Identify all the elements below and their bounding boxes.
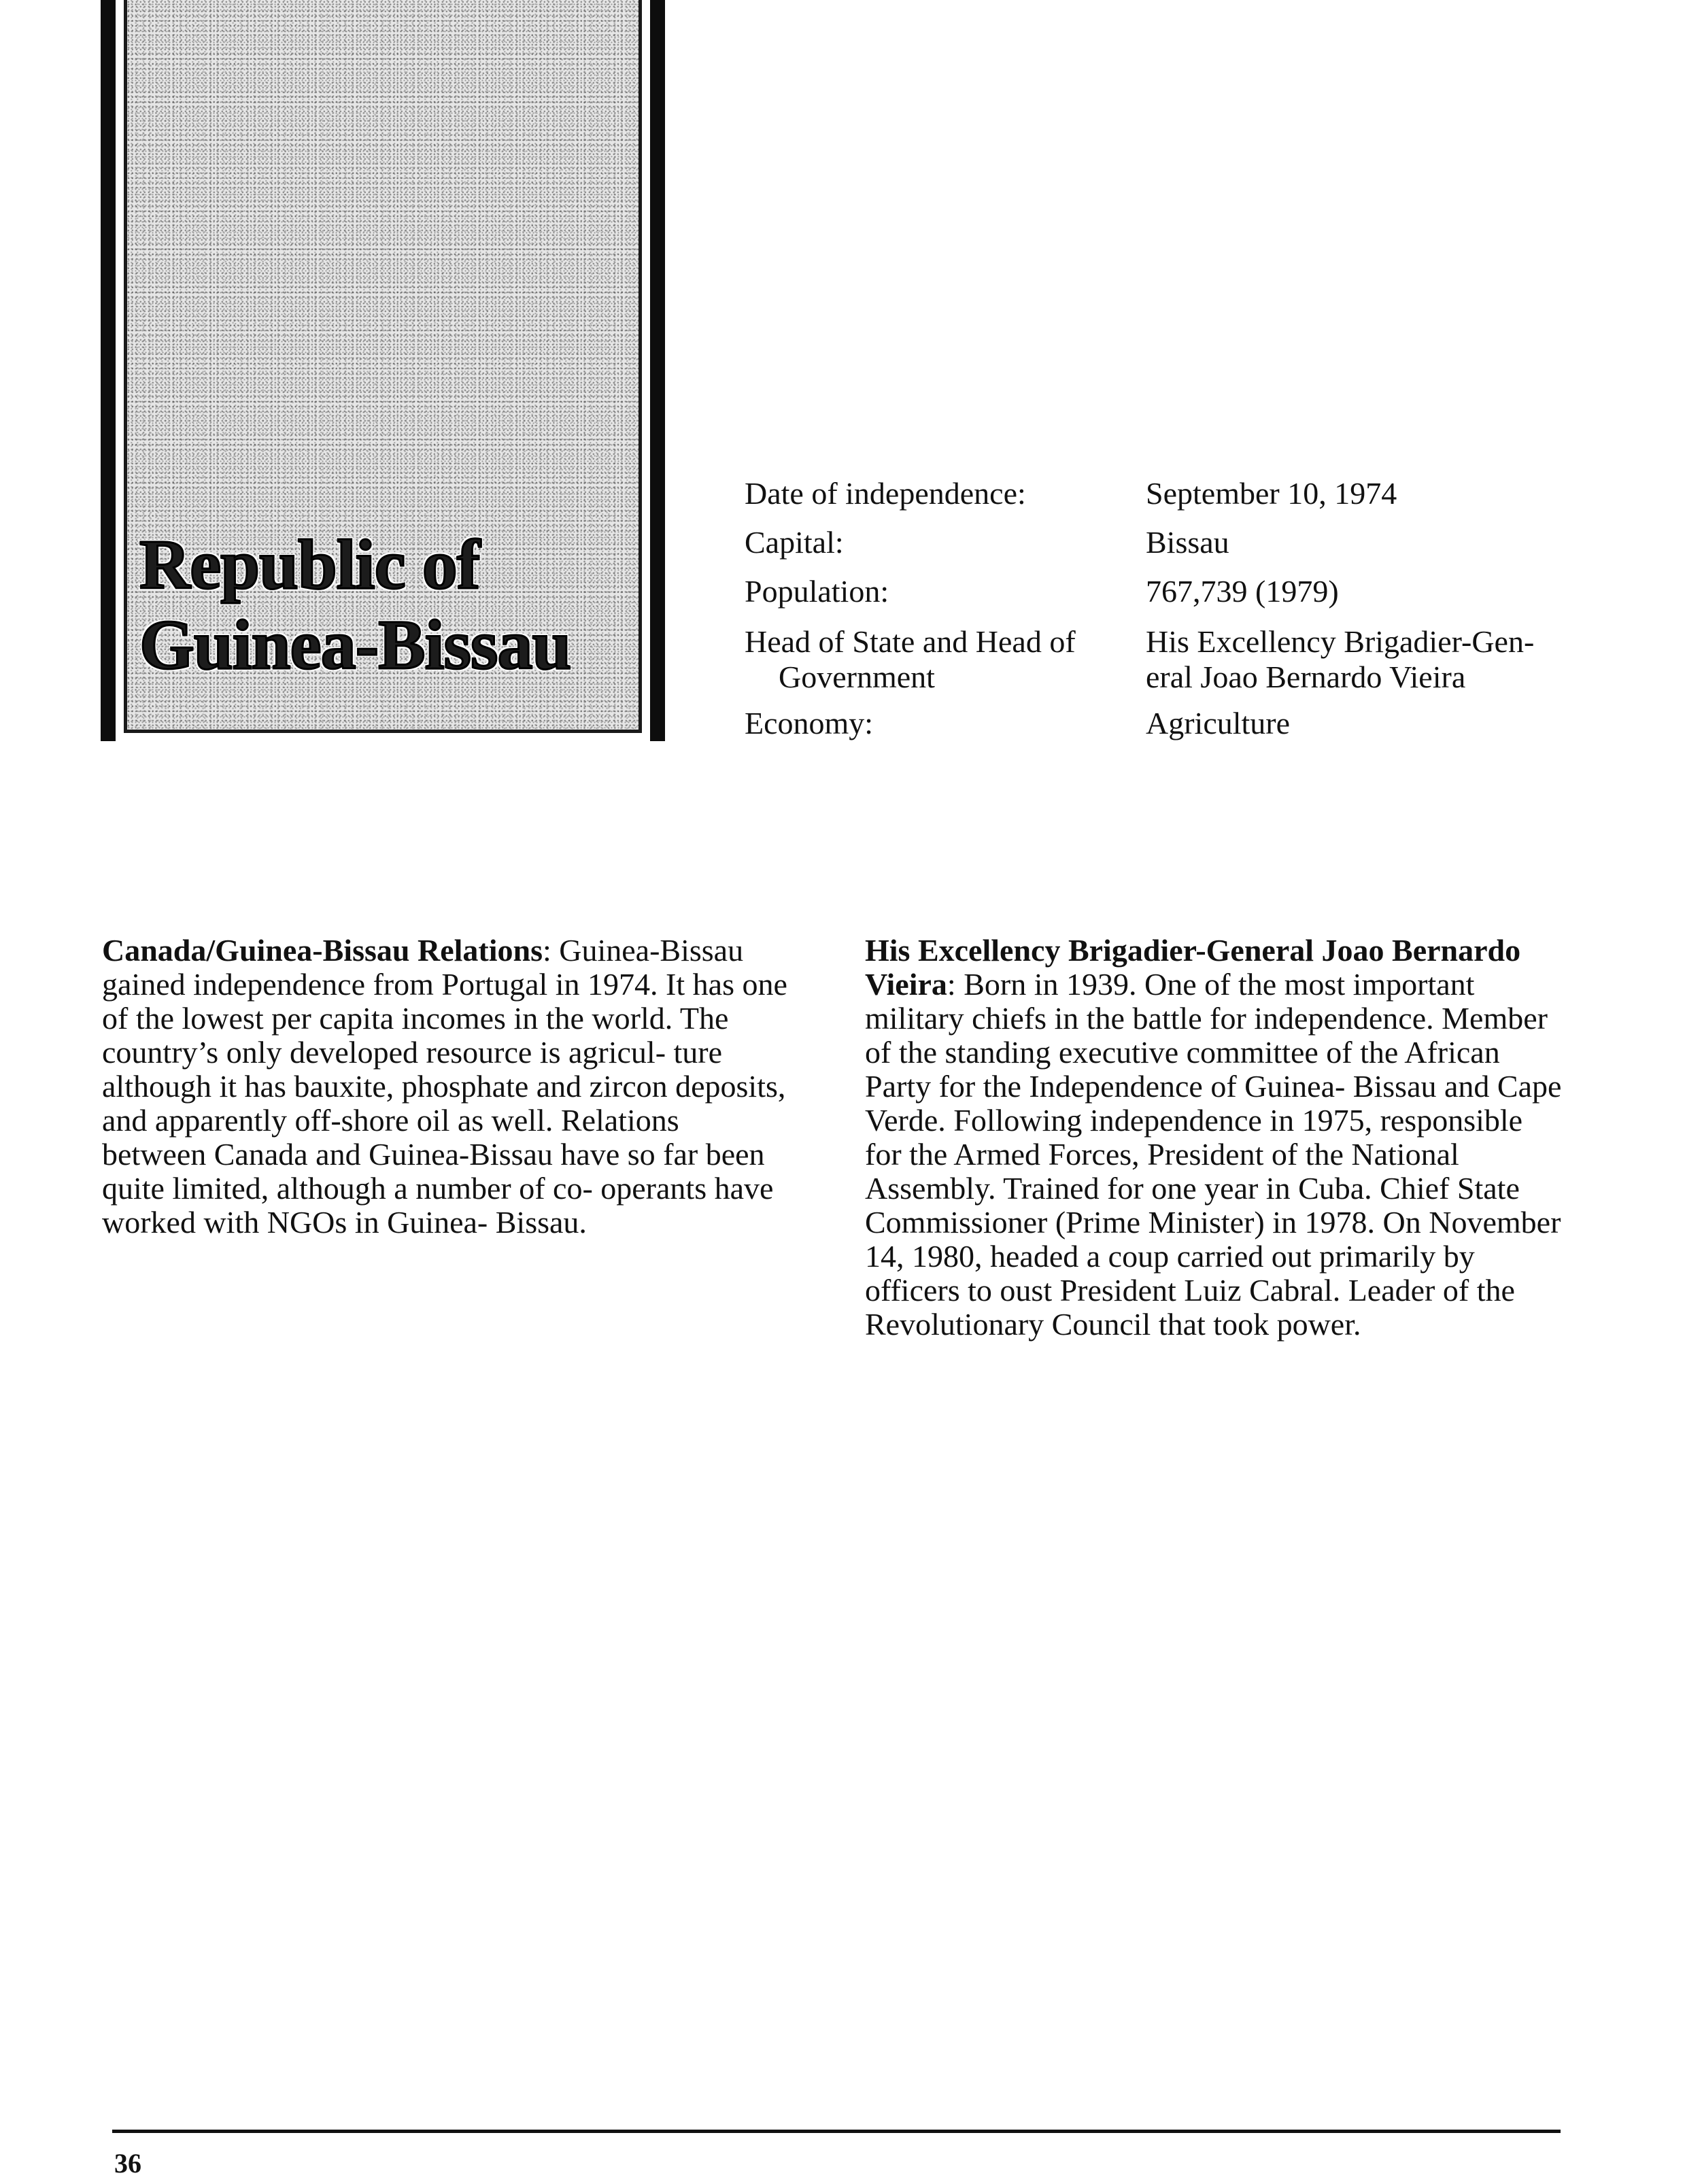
panel-left-bar — [101, 0, 116, 741]
fact-value: His Excellency Brigadier-Gen- eral Joao Bernardo Vieira — [1146, 624, 1535, 694]
fact-value: Agriculture — [1146, 706, 1291, 740]
country-title: Republic of Guinea-Bissau — [139, 526, 571, 684]
biography-heading: His Excellency Brigadier-General Joao Bernardo Vieira — [865, 933, 1521, 1002]
fact-label: Capital: — [745, 525, 844, 560]
biography-paragraph — [865, 934, 1562, 1342]
fact-label: Date of independence: — [745, 476, 1026, 511]
fact-value: Bissau — [1146, 525, 1229, 560]
panel-right-bar — [650, 0, 665, 741]
relations-section — [102, 934, 789, 1240]
fact-label: Economy: — [745, 706, 874, 740]
fact-label-line: Head of State and Head of — [745, 624, 1076, 659]
fact-value: September 10, 1974 — [1146, 476, 1397, 511]
relations-text: : Guinea-Bissau gained independence from Portugal in 1974. It has one of the lowest per capita incomes in the world. The country’s only developed resource is agricul- ture although it has bauxite, phosphate and zircon deposits, and apparently off-shore oil as well. Relations between Canada and Guinea-Bissau have so far been quite limited, although a number of co- operants have worked with NGOs in Guinea- Bissau. — [102, 933, 787, 1240]
footer-rule — [112, 2130, 1561, 2133]
panel-bottom-rule — [124, 730, 642, 733]
fact-label — [745, 624, 1125, 695]
panel-left-rule — [124, 0, 127, 733]
relations-paragraph — [102, 934, 789, 1240]
biography-text: : Born in 1939. One of the most important military chiefs in the battle for independence. Member of the standing executive committee of the African Party for the Independence of Guinea- Bissau and Cape Verde. Following independence in 1975, responsible for the Armed Forces, President of the National Assembly. Trained for one year in Cuba. Chief State Commissioner (Prime Minister) in 1978. On November 14, 1980, headed a coup carried out primarily by officers to oust President Luiz Cabral. Leader of the Revolutionary Council that took power. — [865, 967, 1562, 1342]
fact-label-continuation: Government — [779, 660, 935, 694]
page-number: 36 — [114, 2148, 141, 2179]
fact-value: 767,739 (1979) — [1146, 574, 1339, 609]
fact-label: Population: — [745, 574, 889, 609]
relations-heading: Canada/Guinea-Bissau Relations — [102, 933, 543, 968]
biography-section — [865, 934, 1562, 1342]
panel-right-rule — [639, 0, 642, 733]
